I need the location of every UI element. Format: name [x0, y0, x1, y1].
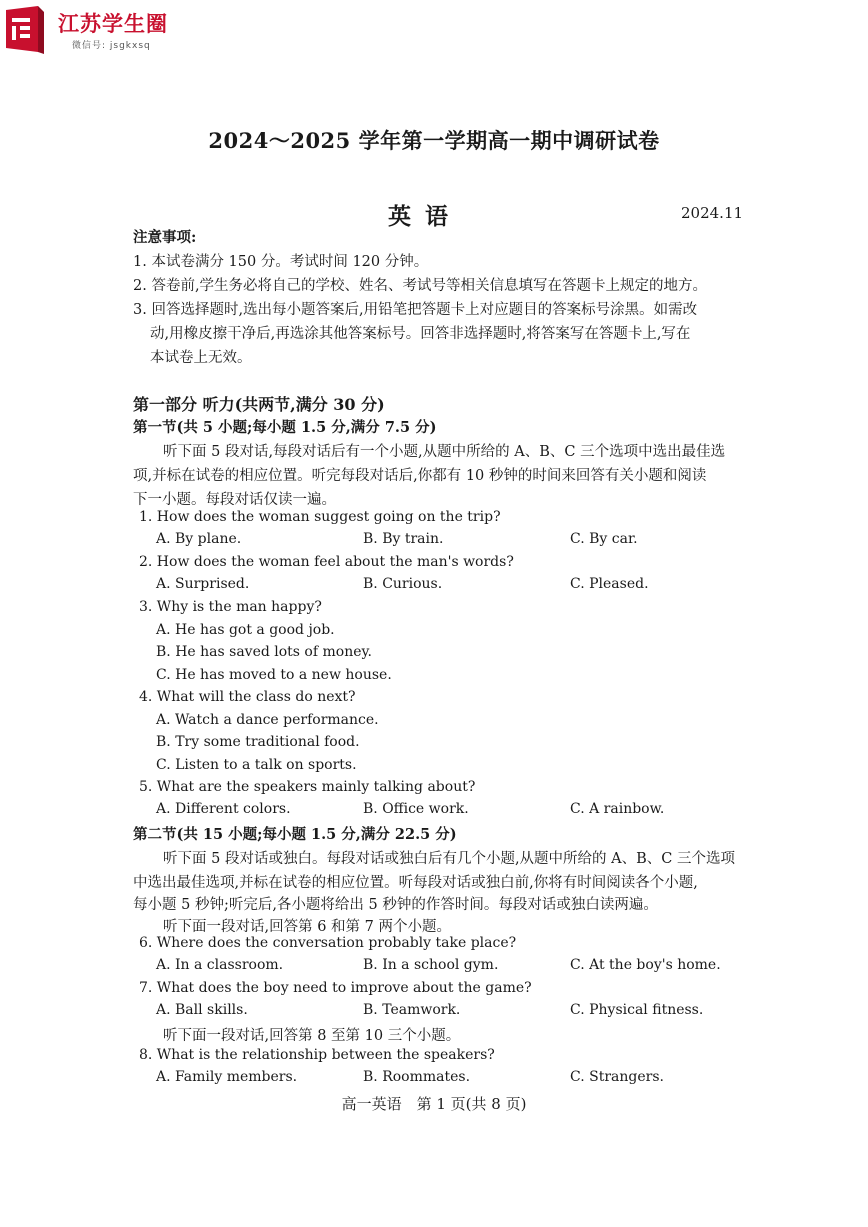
section1-instruction: 下一小题。每段对话仅读一遍。: [133, 492, 336, 508]
notice-item: 1. 本试卷满分 150 分。考试时间 120 分钟。: [133, 254, 429, 270]
question-stem: 3. Why is the man happy?: [139, 599, 322, 615]
listening-note: 听下面一段对话,回答第 8 至第 10 三个小题。: [163, 1028, 461, 1044]
question-stem: 7. What does the boy need to improve about the game?: [139, 980, 532, 996]
option-a: A. He has got a good job.: [156, 622, 335, 638]
option-b: B. He has saved lots of money.: [156, 644, 373, 660]
option-a: A. By plane.: [156, 531, 242, 547]
option-c: C. Pleased.: [570, 576, 649, 592]
option-b: B. In a school gym.: [363, 957, 499, 973]
option-a: A. Different colors.: [156, 801, 291, 817]
option-c: C. Physical fitness.: [570, 1002, 704, 1018]
option-b: B. Curious.: [363, 576, 443, 592]
option-b: B. Office work.: [363, 801, 469, 817]
question-stem: 5. What are the speakers mainly talking about?: [139, 779, 476, 795]
option-a: A. In a classroom.: [156, 957, 284, 973]
question-stem: 8. What is the relationship between the speakers?: [139, 1047, 495, 1063]
section2-instruction: 中选出最佳选项,并标在试卷的相应位置。听每段对话或独白前,你将有时间阅读各个小题,: [133, 875, 698, 891]
option-a: A. Ball skills.: [156, 1002, 248, 1018]
option-a: A. Watch a dance performance.: [156, 712, 379, 728]
option-b: B. Roommates.: [363, 1069, 471, 1085]
subject-title: 英语: [388, 203, 462, 230]
section2-heading: 第二节(共 15 小题;每小题 1.5 分,满分 22.5 分): [133, 826, 457, 843]
exam-date: 2024.11: [681, 204, 744, 222]
section2-instruction: 每小题 5 秒钟;听完后,各小题将给出 5 秒钟的作答时间。每段对话或独白读两遍。: [133, 897, 658, 913]
section1-instruction: 项,并标在试卷的相应位置。听完每段对话后,你都有 10 秒钟的时间来回答有关小题和阅读: [133, 468, 707, 484]
part1-heading: 第一部分 听力(共两节,满分 30 分): [133, 395, 385, 414]
listening-note: 听下面一段对话,回答第 6 和第 7 两个小题。: [163, 919, 451, 935]
notice-item: 3. 回答选择题时,选出每小题答案后,用铅笔把答题卡上对应题目的答案标号涂黑。如需改: [133, 302, 698, 318]
question-stem: 6. Where does the conversation probably take place?: [139, 935, 517, 951]
notice-item: 动,用橡皮擦干净后,再选涂其他答案标号。回答非选择题时,将答案写在答题卡上,写在: [150, 326, 691, 342]
section1-heading: 第一节(共 5 小题;每小题 1.5 分,满分 7.5 分): [133, 419, 437, 436]
notice-item: 本试卷上无效。: [150, 350, 252, 366]
question-stem: 4. What will the class do next?: [139, 689, 356, 705]
notice-heading: 注意事项:: [133, 229, 197, 246]
option-b: B. Try some traditional food.: [156, 734, 360, 750]
option-c: C. Listen to a talk on sports.: [156, 757, 357, 773]
option-a: A. Surprised.: [156, 576, 250, 592]
page-footer: 高一英语 第 1 页(共 8 页): [341, 1095, 527, 1113]
section2-instruction: 听下面 5 段对话或独白。每段对话或独白后有几个小题,从题中所给的 A、B、C 三个选项: [163, 851, 735, 867]
option-c: C. Strangers.: [570, 1069, 664, 1085]
notice-item: 2. 答卷前,学生务必将自己的学校、姓名、考试号等相关信息填写在答题卡上规定的地方。: [133, 278, 708, 294]
section1-instruction: 听下面 5 段对话,每段对话后有一个小题,从题中所给的 A、B、C 三个选项中选出最佳选: [163, 444, 726, 460]
brand-logo-icon: [2, 4, 46, 56]
option-b: B. Teamwork.: [363, 1002, 461, 1018]
option-c: C. He has moved to a new house.: [156, 667, 392, 683]
option-b: B. By train.: [363, 531, 444, 547]
option-c: C. By car.: [570, 531, 638, 547]
option-c: C. At the boy's home.: [570, 957, 721, 973]
brand-name: 江苏学生圈: [58, 12, 168, 36]
option-c: C. A rainbow.: [570, 801, 665, 817]
question-stem: 2. How does the woman feel about the man's words?: [139, 554, 514, 570]
question-stem: 1. How does the woman suggest going on the trip?: [139, 509, 501, 525]
exam-title: 2024～2025 学年第一学期高一期中调研试卷: [208, 128, 660, 153]
brand-subtitle: 微信号: jsgkxsq: [72, 41, 151, 51]
option-a: A. Family members.: [156, 1069, 298, 1085]
